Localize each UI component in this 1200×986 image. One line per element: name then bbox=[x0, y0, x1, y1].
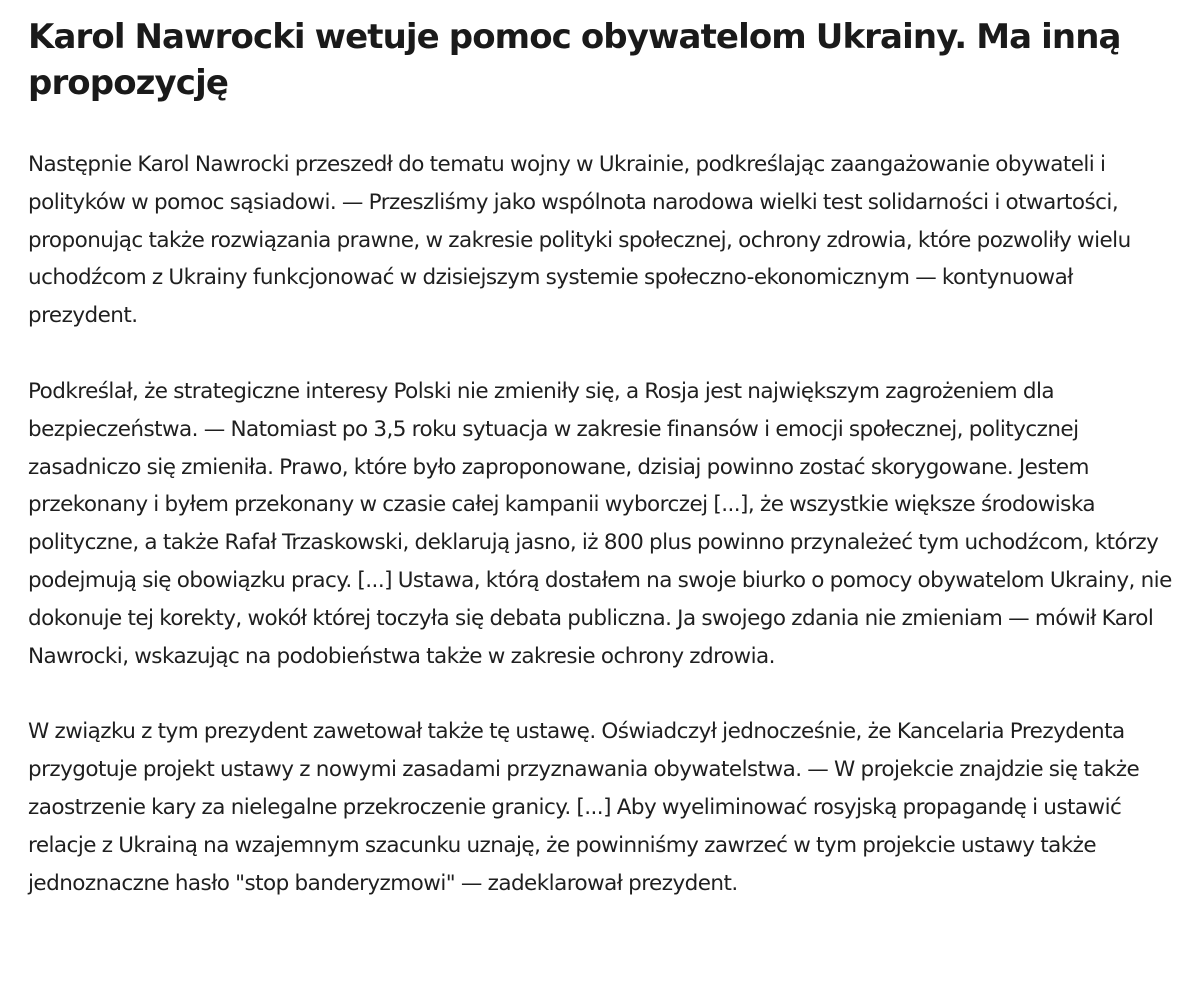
article-paragraph-2: Podkreślał, że strategiczne interesy Polski nie zmieniły się, a Rosja jest największym zagrożeniem dla bezpieczeństwa. — Natomiast po 3,5 roku sytuacja w zakresie finansów i emocji społecznej, politycznej zasadniczo się zmieniła. Prawo, które było zaproponowane, dzisiaj powinno zostać skorygowane. Jestem przekonany i byłem przekonany w czasie całej kampanii wyborczej [...], że wszystkie większe środowiska polityczne, a także Rafał Trzaskowski, deklarują jasno, iż 800 plus powinno przynależeć tym uchodźcom, którzy podejmują się obowiązku pracy. [...] Ustawa, którą dostałem na swoje biurko o pomocy obywatelom Ukrainy, nie dokonuje tej korekty, wokół której toczyła się debata publiczna. Ja swojego zdania nie zmieniam — mówił Karol Nawrocki, wskazując na podobieństwa także w zakresie ochrony zdrowia. bbox=[28, 378, 1172, 669]
article-headline: Karol Nawrocki wetuje pomoc obywatelom Ukrainy. Ma inną propozycję bbox=[28, 17, 1121, 103]
article-paragraph-3: W związku z tym prezydent zawetował także tę ustawę. Oświadczył jednocześnie, że Kancelaria Prezydenta przygotuje projekt ustawy z nowymi zasadami przyznawania obywatelstwa. — W projekcie znajdzie się także zaostrzenie kary za nielegalne przekroczenie granicy. [...] Aby wyeliminować rosyjską propagandę i ustawić relacje z Ukrainą na wzajemnym szacunku uznaję, że powinniśmy zawrzeć w tym projekcie ustawy także jednoznaczne hasło "stop banderyzmowi" — zadeklarował prezydent. bbox=[28, 719, 1140, 896]
article-body bbox=[28, 146, 1180, 902]
article-paragraph-1: Następnie Karol Nawrocki przeszedł do tematu wojny w Ukrainie, podkreślając zaangażowanie obywateli i polityków w pomoc sąsiadowi. — Przeszliśmy jako wspólnota narodowa wielki test solidarności i otwartości, proponując także rozwiązania prawne, w zakresie polityki społecznej, ochrony zdrowia, które pozwoliły wielu uchodźcom z Ukrainy funkcjonować w dzisiejszym systemie społeczno-ekonomicznym — kontynuował prezydent. bbox=[28, 152, 1131, 329]
article bbox=[28, 14, 1180, 902]
